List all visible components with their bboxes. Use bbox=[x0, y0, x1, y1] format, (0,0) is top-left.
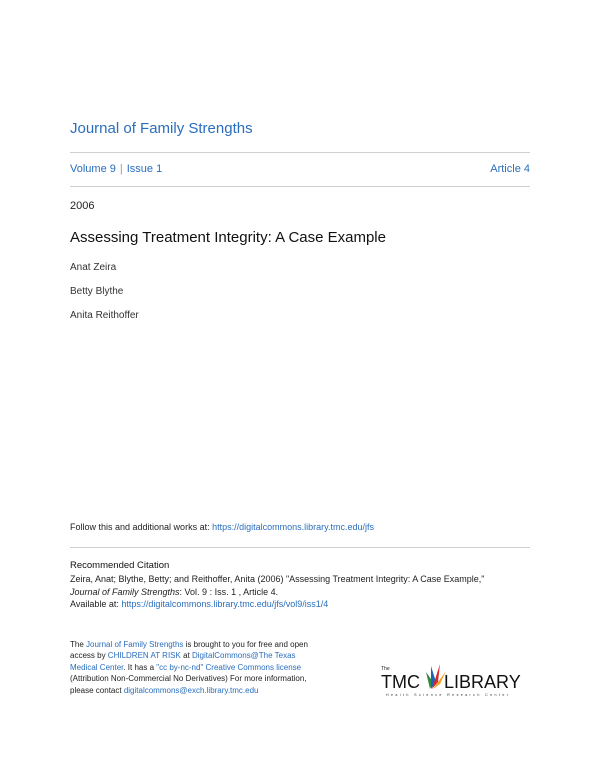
bottom-rule bbox=[70, 186, 530, 187]
note-text-1: The bbox=[70, 640, 87, 649]
journal-name-link[interactable]: Journal of Family Strengths bbox=[86, 640, 184, 649]
children-at-risk-link[interactable]: CHILDREN AT RISK bbox=[107, 651, 181, 661]
separator: | bbox=[119, 163, 123, 175]
logo-tagline: Health Science Research Center bbox=[386, 693, 511, 697]
citation-journal: Journal of Family Strengths bbox=[70, 586, 180, 597]
author-1: Anat Zeira bbox=[70, 262, 117, 273]
volume-link[interactable]: Volume 9 bbox=[70, 163, 116, 175]
note-text-3: at bbox=[180, 651, 192, 661]
journal-title[interactable]: Journal of Family Strengths bbox=[70, 120, 253, 137]
citation-url-link[interactable]: https://digitalcommons.library.tmc.edu/jfs/vol9/iss1/4 bbox=[121, 599, 329, 609]
note-text-5: (Attribution Non-Commercial No Derivatives) For more information, please contact bbox=[70, 674, 307, 695]
license-link[interactable]: "cc by-nc-nd" Creative Commons license bbox=[156, 662, 302, 672]
citation-line1: Zeira, Anat; Blythe, Betty; and Reithoffer, Anita (2006) "Assessing Treatment Integrity: A Case Example," bbox=[70, 574, 485, 584]
logo-flame-icon bbox=[426, 664, 446, 689]
author-2: Betty Blythe bbox=[70, 286, 124, 297]
available-label: Available at: bbox=[70, 599, 122, 609]
article-link[interactable]: Article 4 bbox=[490, 163, 530, 175]
author-3: Anita Reithoffer bbox=[70, 310, 139, 321]
follow-text: Follow this and additional works at: bbox=[70, 522, 213, 532]
note-text-2: is brought to you for free and open access by bbox=[70, 640, 308, 661]
issue-link[interactable]: Issue 1 bbox=[126, 163, 163, 175]
citation-line2 bbox=[70, 586, 540, 599]
logo-small-text: The bbox=[381, 666, 390, 672]
top-rule bbox=[70, 152, 530, 153]
follow-url-link[interactable]: https://digitalcommons.library.tmc.edu/jfs bbox=[212, 522, 374, 532]
citation-heading: Recommended Citation bbox=[70, 560, 170, 571]
contact-email-link[interactable]: digitalcommons@exch.library.tmc.edu bbox=[123, 685, 259, 695]
logo-text-tmc: TMC bbox=[381, 672, 420, 692]
logo-text-library: LIBRARY bbox=[444, 672, 521, 692]
citation-rule bbox=[70, 547, 530, 548]
follow-line bbox=[70, 522, 374, 532]
digitalcommons-link[interactable]: DigitalCommons@The Texas Medical Center bbox=[70, 651, 296, 672]
tmc-library-logo bbox=[378, 658, 528, 698]
citation-line3 bbox=[70, 598, 540, 611]
note-text-4: . It has a bbox=[123, 662, 157, 672]
citation-volume: : Vol. 9 : Iss. 1 , Article 4. bbox=[179, 586, 279, 597]
access-note bbox=[70, 639, 310, 696]
article-title: Assessing Treatment Integrity: A Case Example bbox=[70, 229, 386, 246]
issue-bar bbox=[70, 163, 530, 177]
citation-body bbox=[70, 573, 540, 611]
publication-year: 2006 bbox=[70, 200, 95, 212]
